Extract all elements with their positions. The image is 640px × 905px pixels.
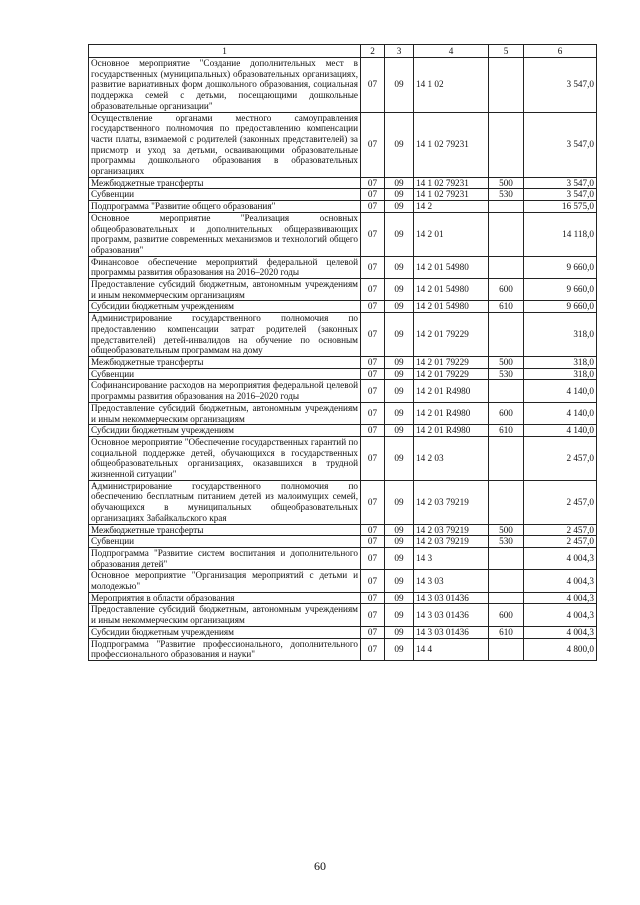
cell-expense-type: 610 (489, 425, 524, 437)
cell-name: Предоставление субсидий бюджетным, автономным учреждениям и иным некоммерческим организациям (89, 604, 361, 626)
cell-amount: 3 547,0 (524, 58, 597, 113)
cell-subsection: 09 (385, 313, 414, 357)
cell-target-article: 14 2 01 R4980 (414, 380, 489, 402)
cell-name: Подпрограмма "Развитие систем воспитания и дополнительного образования детей" (89, 547, 361, 569)
cell-amount: 318,0 (524, 313, 597, 357)
table-row (89, 313, 597, 357)
cell-amount: 16 575,0 (524, 201, 597, 213)
cell-section: 07 (361, 301, 385, 313)
cell-subsection: 09 (385, 480, 414, 524)
cell-subsection: 09 (385, 368, 414, 380)
cell-name: Субвенции (89, 189, 361, 201)
cell-name: Основное мероприятие "Обеспечение государственных гарантий по социальной поддержке детей, обучающихся в государственных общеобразовательных организациях, оказавшихся в трудной жизненной ситуации" (89, 436, 361, 480)
cell-subsection: 09 (385, 177, 414, 189)
cell-target-article: 14 2 01 79229 (414, 313, 489, 357)
cell-amount: 9 660,0 (524, 279, 597, 301)
cell-subsection: 09 (385, 536, 414, 548)
cell-expense-type: 500 (489, 356, 524, 368)
table-body (89, 58, 597, 661)
cell-name: Основное мероприятие "Создание дополнительных мест в государственных (муниципальных) образовательных организациях, развитие вариативных форм дошкольного образования, социальная поддержка семей с детьми, посещающими дошкольные образовательные организации" (89, 58, 361, 113)
cell-target-article: 14 2 03 (414, 436, 489, 480)
cell-subsection: 09 (385, 547, 414, 569)
page-number: 60 (314, 859, 326, 873)
cell-expense-type: 530 (489, 536, 524, 548)
table-row (89, 380, 597, 402)
cell-expense-type: 610 (489, 301, 524, 313)
cell-expense-type: 610 (489, 626, 524, 638)
cell-section: 07 (361, 112, 385, 177)
cell-section: 07 (361, 524, 385, 536)
table-row (89, 425, 597, 437)
cell-section: 07 (361, 436, 385, 480)
table-row (89, 626, 597, 638)
cell-expense-type (489, 212, 524, 256)
cell-target-article: 14 2 01 54980 (414, 256, 489, 278)
cell-target-article: 14 1 02 79231 (414, 189, 489, 201)
cell-name: Субсидии бюджетным учреждениям (89, 425, 361, 437)
cell-section: 07 (361, 256, 385, 278)
cell-expense-type: 500 (489, 524, 524, 536)
cell-section: 07 (361, 313, 385, 357)
cell-name: Софинансирование расходов на мероприятия федеральной целевой программы развития образования на 2016–2020 годы (89, 380, 361, 402)
cell-name: Субсидии бюджетным учреждениям (89, 301, 361, 313)
cell-subsection: 09 (385, 356, 414, 368)
cell-subsection: 09 (385, 592, 414, 604)
cell-amount: 318,0 (524, 368, 597, 380)
cell-name: Субвенции (89, 368, 361, 380)
header-col-name: 1 (89, 45, 361, 58)
cell-expense-type (489, 112, 524, 177)
cell-section: 07 (361, 368, 385, 380)
cell-target-article: 14 2 03 79219 (414, 524, 489, 536)
cell-subsection: 09 (385, 402, 414, 424)
cell-target-article: 14 1 02 (414, 58, 489, 113)
cell-amount: 4 140,0 (524, 402, 597, 424)
cell-name: Субсидии бюджетным учреждениям (89, 626, 361, 638)
cell-expense-type: 600 (489, 402, 524, 424)
table-row (89, 256, 597, 278)
cell-subsection: 09 (385, 256, 414, 278)
cell-expense-type (489, 256, 524, 278)
cell-amount: 4 004,3 (524, 604, 597, 626)
cell-target-article: 14 3 03 01436 (414, 592, 489, 604)
header-col-section: 2 (361, 45, 385, 58)
cell-target-article: 14 4 (414, 638, 489, 660)
cell-section: 07 (361, 480, 385, 524)
cell-amount: 4 800,0 (524, 638, 597, 660)
cell-name: Подпрограмма "Развитие профессионального, дополнительного профессионального образования и науки" (89, 638, 361, 660)
cell-amount: 3 547,0 (524, 112, 597, 177)
cell-section: 07 (361, 592, 385, 604)
cell-amount: 4 004,3 (524, 592, 597, 604)
cell-name: Основное мероприятие "Реализация основных общеобразовательных и дополнительных общеразвивающих программ, развитие современных механизмов и технологий общего образования" (89, 212, 361, 256)
cell-amount: 4 004,3 (524, 626, 597, 638)
cell-subsection: 09 (385, 638, 414, 660)
cell-amount: 14 118,0 (524, 212, 597, 256)
cell-target-article: 14 3 03 (414, 570, 489, 592)
cell-expense-type (489, 547, 524, 569)
cell-expense-type (489, 436, 524, 480)
cell-amount: 3 547,0 (524, 177, 597, 189)
cell-expense-type: 600 (489, 279, 524, 301)
cell-target-article: 14 2 01 79229 (414, 356, 489, 368)
cell-expense-type (489, 201, 524, 213)
cell-name: Подпрограмма "Развитие общего образования" (89, 201, 361, 213)
table-row (89, 547, 597, 569)
cell-section: 07 (361, 380, 385, 402)
cell-amount: 4 004,3 (524, 570, 597, 592)
cell-amount: 3 547,0 (524, 189, 597, 201)
cell-section: 07 (361, 356, 385, 368)
cell-amount: 9 660,0 (524, 301, 597, 313)
table-row (89, 356, 597, 368)
table-row (89, 480, 597, 524)
cell-name: Предоставление субсидий бюджетным, автономным учреждениям и иным некоммерческим организациям (89, 402, 361, 424)
cell-target-article: 14 1 02 79231 (414, 177, 489, 189)
cell-amount: 318,0 (524, 356, 597, 368)
table-row (89, 570, 597, 592)
table-row (89, 402, 597, 424)
cell-target-article: 14 2 (414, 201, 489, 213)
cell-expense-type: 530 (489, 368, 524, 380)
cell-expense-type: 530 (489, 189, 524, 201)
cell-subsection: 09 (385, 201, 414, 213)
cell-amount: 2 457,0 (524, 436, 597, 480)
cell-section: 07 (361, 626, 385, 638)
table-row (89, 212, 597, 256)
cell-target-article: 14 2 01 54980 (414, 301, 489, 313)
cell-amount: 2 457,0 (524, 524, 597, 536)
cell-subsection: 09 (385, 524, 414, 536)
cell-section: 07 (361, 402, 385, 424)
cell-expense-type: 500 (489, 177, 524, 189)
table-row (89, 436, 597, 480)
cell-name: Предоставление субсидий бюджетным, автономным учреждениям и иным некоммерческим организациям (89, 279, 361, 301)
cell-target-article: 14 2 01 79229 (414, 368, 489, 380)
table-row (89, 201, 597, 213)
cell-name: Межбюджетные трансферты (89, 524, 361, 536)
header-col-subsection: 3 (385, 45, 414, 58)
cell-subsection: 09 (385, 425, 414, 437)
budget-table (88, 44, 597, 661)
cell-expense-type (489, 58, 524, 113)
cell-section: 07 (361, 201, 385, 213)
table-row (89, 604, 597, 626)
cell-amount: 4 140,0 (524, 425, 597, 437)
table-row (89, 189, 597, 201)
table-row (89, 112, 597, 177)
cell-subsection: 09 (385, 301, 414, 313)
cell-subsection: 09 (385, 189, 414, 201)
cell-target-article: 14 2 01 R4980 (414, 425, 489, 437)
table-row (89, 638, 597, 660)
cell-name: Межбюджетные трансферты (89, 356, 361, 368)
cell-name: Субвенции (89, 536, 361, 548)
table-row (89, 177, 597, 189)
table-row (89, 368, 597, 380)
cell-section: 07 (361, 570, 385, 592)
header-row (89, 45, 597, 58)
cell-expense-type (489, 570, 524, 592)
cell-expense-type: 600 (489, 604, 524, 626)
cell-name: Межбюджетные трансферты (89, 177, 361, 189)
cell-amount: 4 004,3 (524, 547, 597, 569)
cell-section: 07 (361, 547, 385, 569)
cell-section: 07 (361, 425, 385, 437)
cell-expense-type (489, 480, 524, 524)
cell-subsection: 09 (385, 380, 414, 402)
cell-name: Мероприятия в области образования (89, 592, 361, 604)
header-col-expense-type: 5 (489, 45, 524, 58)
cell-amount: 2 457,0 (524, 480, 597, 524)
cell-expense-type (489, 592, 524, 604)
cell-subsection: 09 (385, 570, 414, 592)
cell-subsection: 09 (385, 626, 414, 638)
cell-section: 07 (361, 604, 385, 626)
cell-section: 07 (361, 279, 385, 301)
cell-expense-type (489, 380, 524, 402)
cell-expense-type (489, 313, 524, 357)
cell-name: Финансовое обеспечение мероприятий федеральной целевой программы развития образования на 2016–2020 годы (89, 256, 361, 278)
cell-target-article: 14 2 03 79219 (414, 536, 489, 548)
cell-subsection: 09 (385, 212, 414, 256)
cell-section: 07 (361, 212, 385, 256)
cell-section: 07 (361, 189, 385, 201)
cell-amount: 2 457,0 (524, 536, 597, 548)
cell-target-article: 14 3 03 01436 (414, 626, 489, 638)
cell-target-article: 14 2 01 54980 (414, 279, 489, 301)
table-row (89, 58, 597, 113)
cell-subsection: 09 (385, 112, 414, 177)
table-header (89, 45, 597, 58)
cell-target-article: 14 1 02 79231 (414, 112, 489, 177)
table-row (89, 592, 597, 604)
cell-subsection: 09 (385, 604, 414, 626)
header-col-amount: 6 (524, 45, 597, 58)
table-row (89, 301, 597, 313)
cell-name: Администрирование государственного полномочия по обеспечению бесплатным питанием детей из малоимущих семей, обучающихся в муниципальных общеобразовательных организациях Забайкальского края (89, 480, 361, 524)
cell-subsection: 09 (385, 58, 414, 113)
cell-target-article: 14 2 01 (414, 212, 489, 256)
cell-target-article: 14 2 03 79219 (414, 480, 489, 524)
cell-name: Администрирование государственного полномочия по предоставлению компенсации затрат родителей (законных представителей) детей-инвалидов на обучение по основным общеобразовательным программам на дому (89, 313, 361, 357)
cell-amount: 4 140,0 (524, 380, 597, 402)
cell-target-article: 14 3 03 01436 (414, 604, 489, 626)
cell-target-article: 14 2 01 R4980 (414, 402, 489, 424)
header-col-target-article: 4 (414, 45, 489, 58)
cell-section: 07 (361, 58, 385, 113)
cell-section: 07 (361, 638, 385, 660)
cell-subsection: 09 (385, 279, 414, 301)
table-row (89, 536, 597, 548)
table-row (89, 279, 597, 301)
cell-amount: 9 660,0 (524, 256, 597, 278)
cell-section: 07 (361, 536, 385, 548)
cell-target-article: 14 3 (414, 547, 489, 569)
cell-name: Основное мероприятие "Организация мероприятий с детьми и молодежью" (89, 570, 361, 592)
cell-section: 07 (361, 177, 385, 189)
table-row (89, 524, 597, 536)
cell-expense-type (489, 638, 524, 660)
cell-subsection: 09 (385, 436, 414, 480)
cell-name: Осуществление органами местного самоуправления государственного полномочия по предоставлению компенсации части платы, взимаемой с родителей (законных представителей) за присмотр и уход за детьми, осваивающими образовательные программы дошкольного образования в образовательных организациях (89, 112, 361, 177)
